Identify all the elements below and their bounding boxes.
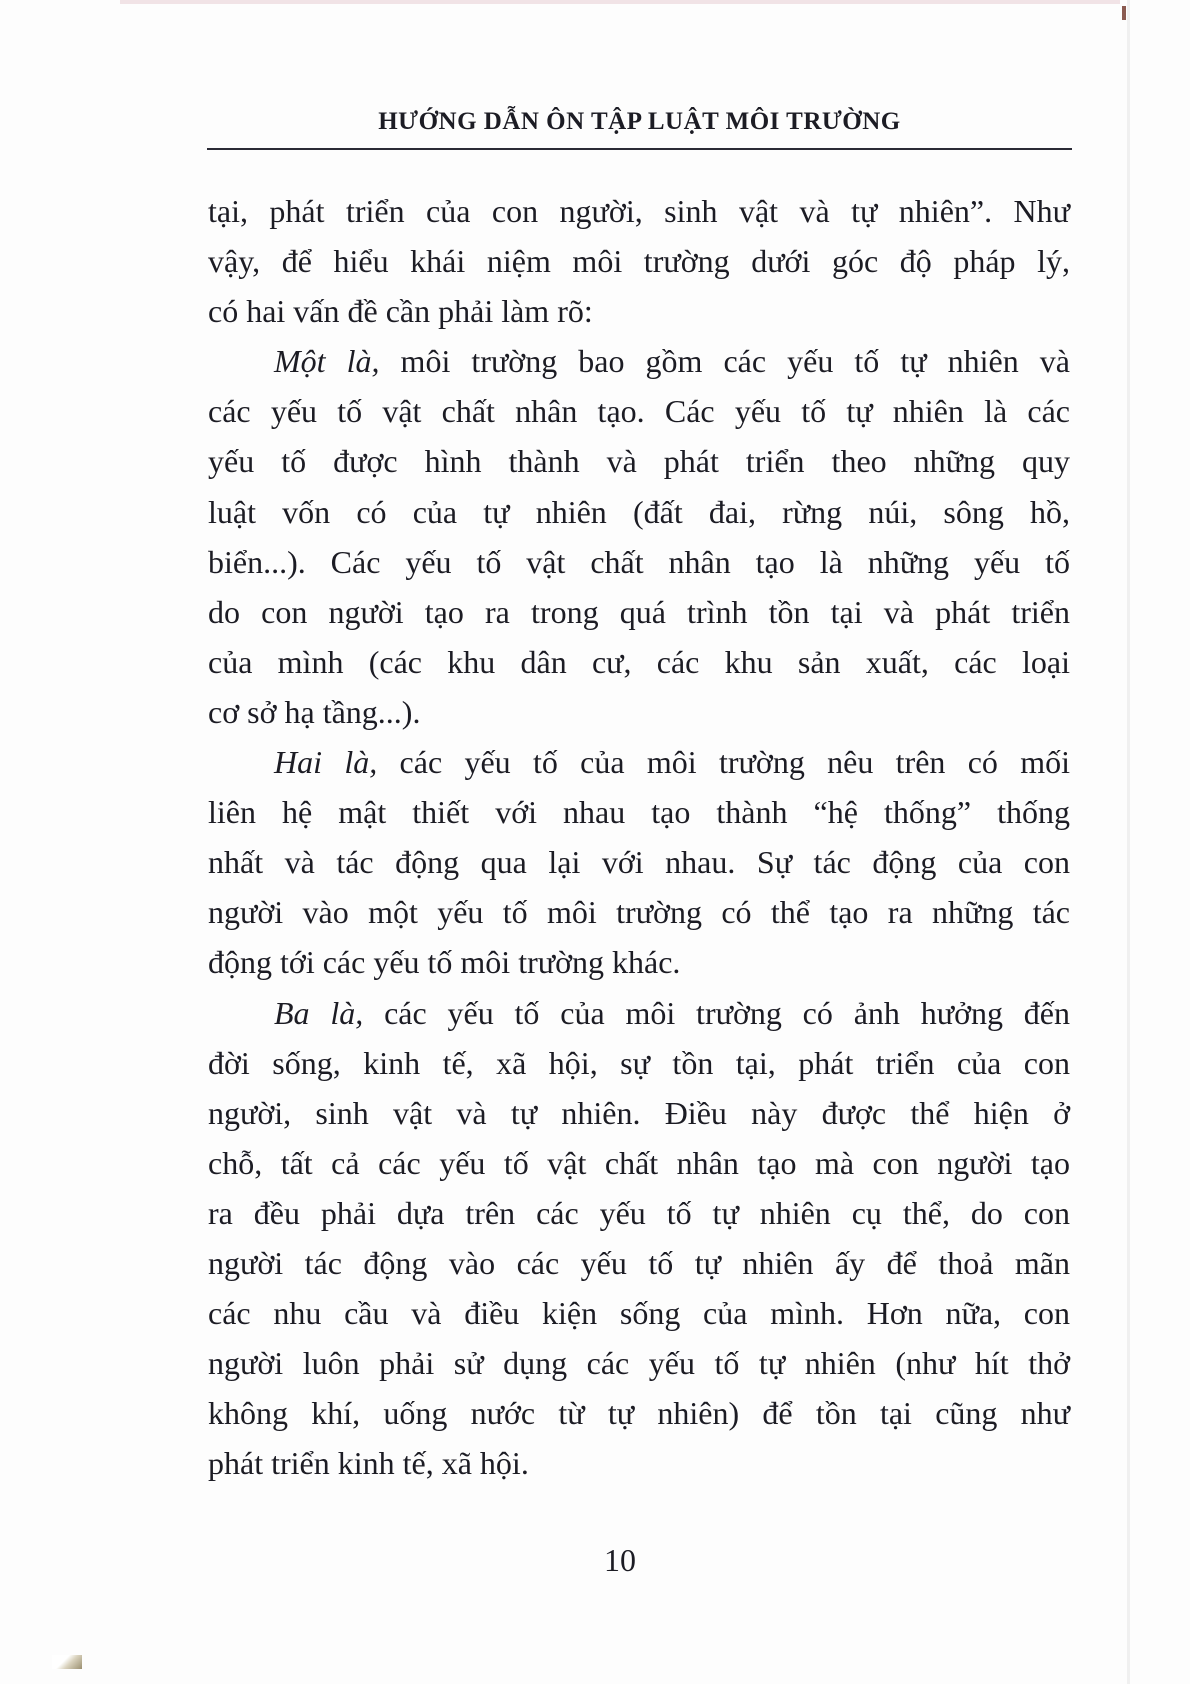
- text-line: đời sống, kinh tế, xã hội, sự tồn tại, phát triển của con: [208, 1044, 1070, 1081]
- text-line: tại, phát triển của con người, sinh vật và tự nhiên”. Như: [208, 193, 1070, 229]
- text-line: vậy, để hiểu khái niệm môi trường dưới góc độ pháp lý,: [208, 243, 1070, 280]
- paragraph-lead: Ba là,: [274, 994, 364, 1031]
- text-line: động tới các yếu tố môi trường khác.: [208, 944, 681, 981]
- page-edge-right: [1127, 0, 1130, 1684]
- text-line: người tác động vào các yếu tố tự nhiên ấy để thoả mãn: [208, 1244, 1070, 1281]
- corner-mark: [1122, 6, 1126, 20]
- text-line: không khí, uống nước từ tự nhiên) để tồn tại cũng như: [208, 1395, 1070, 1432]
- paragraph-lead: Một là,: [274, 343, 380, 380]
- paragraph-first-line: [208, 988, 1070, 1038]
- text-line: ra đều phải dựa trên các yếu tố tự nhiên cụ thể, do con: [208, 1194, 1070, 1231]
- paragraph-first-line: [208, 336, 1070, 386]
- page-number: 10: [604, 1542, 636, 1578]
- running-header: HƯỚNG DẪN ÔN TẬP LUẬT MÔI TRƯỜNG: [378, 108, 901, 135]
- page-edge-top: [120, 0, 1120, 4]
- text-span: các yếu tố của môi trường có ảnh hưởng đến: [363, 994, 1071, 1031]
- text-span: môi trường bao gồm các yếu tố tự nhiên và: [379, 343, 1071, 380]
- text-line: người, sinh vật và tự nhiên. Điều này được thể hiện ở: [208, 1094, 1070, 1131]
- text-line: nhất và tác động qua lại với nhau. Sự tác động của con: [208, 844, 1070, 881]
- text-line: yếu tố được hình thành và phát triển theo những quy: [208, 443, 1070, 480]
- scan-smudge: [52, 1655, 82, 1669]
- text-line: cơ sở hạ tầng...).: [208, 693, 421, 730]
- text-line: các nhu cầu và điều kiện sống của mình. Hơn nữa, con: [208, 1295, 1070, 1332]
- text-line: phát triển kinh tế, xã hội.: [208, 1445, 529, 1482]
- text-line: người luôn phải sử dụng các yếu tố tự nhiên (như hít thở: [208, 1345, 1070, 1382]
- paragraph-lead: Hai là,: [274, 744, 378, 781]
- text-line: luật vốn có của tự nhiên (đất đai, rừng núi, sông hồ,: [208, 493, 1070, 530]
- text-line: của mình (các khu dân cư, các khu sản xuất, các loại: [208, 643, 1070, 680]
- header-rule: [207, 148, 1072, 150]
- text-span: các yếu tố của môi trường nêu trên có mối: [377, 744, 1071, 781]
- text-line: có hai vấn đề cần phải làm rõ:: [208, 293, 593, 330]
- text-line: biển...). Các yếu tố vật chất nhân tạo là những yếu tố: [208, 543, 1070, 580]
- body-text: [208, 186, 1070, 1488]
- text-line: do con người tạo ra trong quá trình tồn tại và phát triển: [208, 593, 1070, 630]
- paragraph-first-line: [208, 737, 1070, 787]
- text-line: liên hệ mật thiết với nhau tạo thành “hệ thống” thống: [208, 794, 1070, 831]
- text-line: người vào một yếu tố môi trường có thể tạo ra những tác: [208, 894, 1070, 931]
- text-line: các yếu tố vật chất nhân tạo. Các yếu tố tự nhiên là các: [208, 393, 1070, 430]
- text-line: chỗ, tất cả các yếu tố vật chất nhân tạo mà con người tạo: [208, 1144, 1070, 1181]
